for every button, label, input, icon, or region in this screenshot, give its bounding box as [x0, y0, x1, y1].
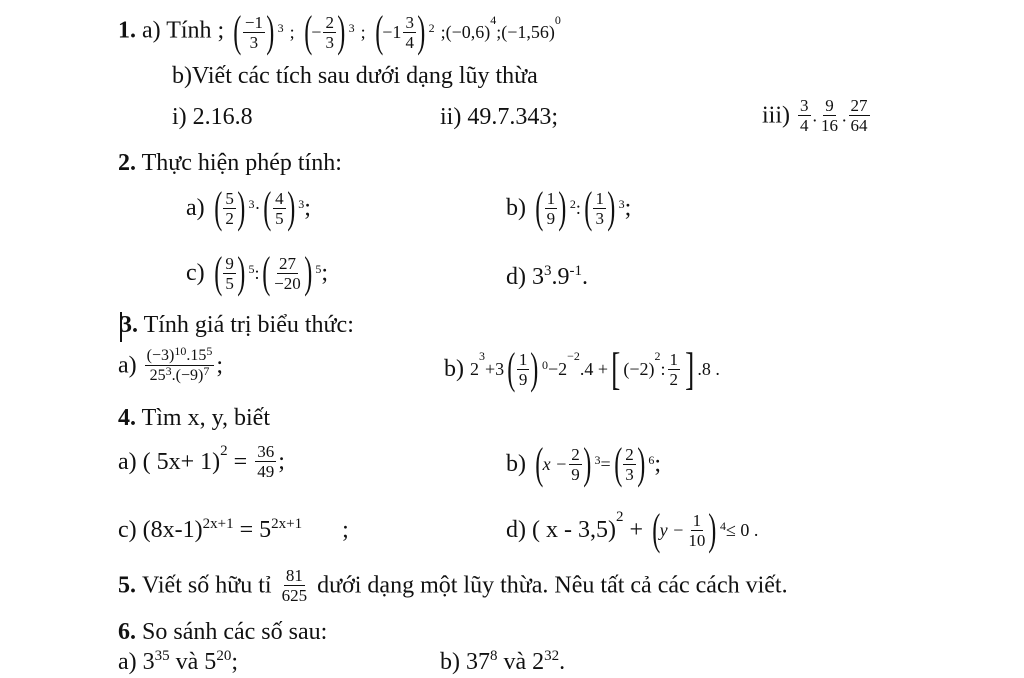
q1-a-label: a) Tính ; [142, 17, 225, 44]
q4-heading [118, 404, 270, 432]
q6-number: 6. [118, 619, 136, 645]
q6-title: So sánh các số sau: [142, 619, 328, 645]
q3-a: a) $\frac{(-3)^{10}.15^5}{25^3.(-9)^7}$ ; [118, 344, 224, 384]
q1-item-i: i) 2.16.8 [172, 104, 253, 130]
q1-power-1: ( $\frac{-1}{3}$ ) $^3$ [233, 7, 284, 56]
q3-b: b) $2^3+3$ ( $\frac{1}{9}$ ) $^0$ $-2^{-2}.4$ +[ $(-2)^2$: $\frac{1}{2}$ ] .8 . [444, 343, 720, 394]
q5-line: 5. Viết số hữu tỉ $\frac{81}{625}$ dưới dạng một lũy thừa. Nêu tất cả các cách viết. [118, 566, 788, 605]
q2-number: 2. [118, 150, 136, 176]
q4-b: b) ( x − $\frac{2}{9}$ ) $^3$ = ( $\frac{2}{3}$ ) $^6$ ; [506, 439, 662, 488]
q6-heading [118, 618, 327, 646]
q2-a: a) ( $\frac{5}{2}$ ) $^3$ · ( $\frac{4}{5}$ ) $^3$ ; [186, 183, 311, 232]
q4-a: a) ( 5x+ 1)$^2$ = $\frac{36}{49}$ ; [118, 442, 285, 481]
q5-number: 5. [118, 572, 136, 599]
q1-item-ii: ii) 49.7.343; [440, 104, 558, 130]
q4-d: d) ( x - 3,5)$^2$ + ( y − $\frac{1}{10}$ ) $^4$ ≤ 0 . [506, 505, 759, 554]
q2-title: Thực hiện phép tính: [141, 150, 342, 176]
q4-title: Tìm x, y, biết [141, 405, 271, 431]
q2-heading [118, 149, 342, 177]
q1-number: 1. [118, 17, 136, 44]
q1-line-a: 1. a) Tính ; ( $\frac{-1}{3}$ ) $^3$ ; ( − $\frac{2}{3}$ ) $^3$ ; ( −1 $\frac{3}{4}$ ) $^2$ $;(-0,6)^4;(-1,56)^0$ [118, 7, 561, 56]
q4-c: c) $(8x-1)^{2x+1} = 5^{2x+1}$ ; [118, 516, 349, 543]
q3-number: 3. [120, 312, 138, 338]
q3-heading [120, 311, 354, 339]
q5-fraction: $\frac{81}{625}$ [281, 566, 308, 605]
q1-item-iii: iii) $\frac{3}{4}$ . $\frac{9}{16}$ . $\frac{27}{64}$ [762, 96, 868, 135]
q2-d: d) $3^3.9^{-1}$. [506, 263, 588, 290]
q1-b-heading: b)Viết các tích sau dưới dạng lũy thừa [172, 63, 538, 89]
q1-power-3: ( −1 $\frac{3}{4}$ ) $^2$ [374, 7, 435, 56]
q4-number: 4. [118, 405, 136, 431]
q3-title: Tính giá trị biểu thức: [143, 312, 354, 338]
q6-a: a) $3^{35}$ và $5^{20}$; [118, 648, 238, 675]
q1-tail: $;(-0,6)^4;(-1,56)^0$ [440, 13, 561, 42]
q1-power-2: ( − $\frac{2}{3}$ ) $^3$ [303, 7, 355, 56]
q2-b: b) ( $\frac{1}{9}$ ) $^2$ : ( $\frac{1}{3}$ ) $^3$ ; [506, 183, 632, 232]
q2-c: c) ( $\frac{9}{5}$ ) $^5$ : ( $\frac{27}{-20}$ ) $^5$ ; [186, 248, 329, 297]
q6-b: b) $37^8$ và $2^{32}$. [440, 648, 566, 675]
